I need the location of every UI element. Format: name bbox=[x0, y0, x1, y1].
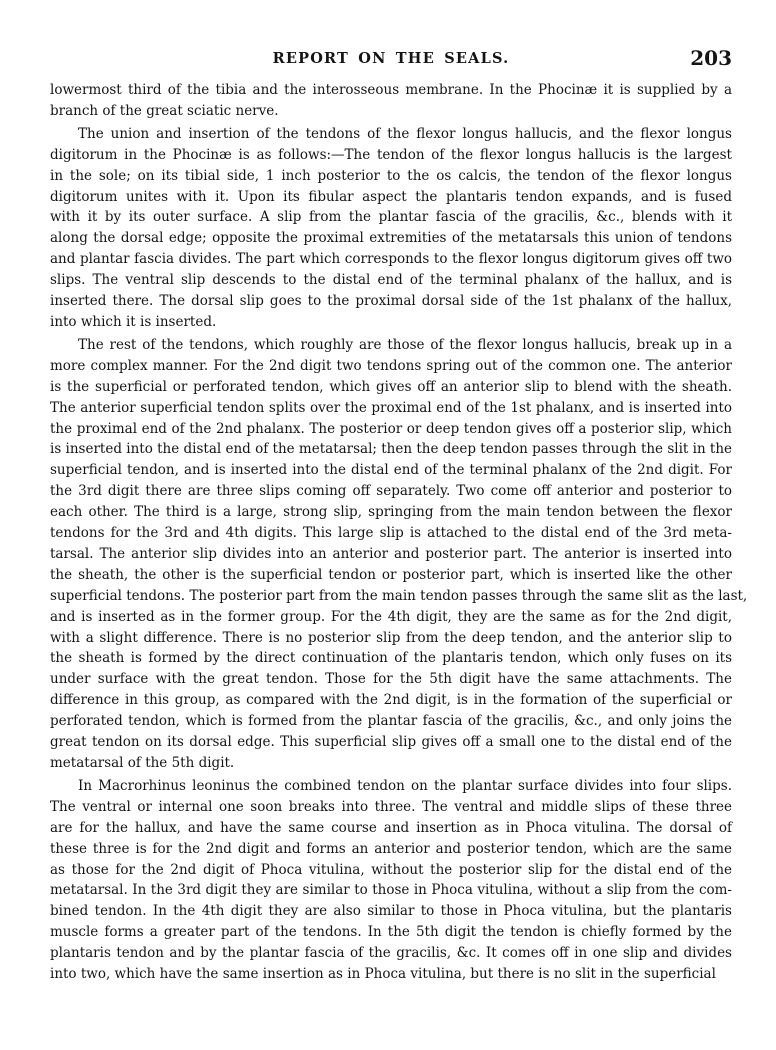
running-title: REPORT ON THE SEALS. bbox=[272, 50, 510, 67]
text-line: the proximal end of the 2nd phalanx. The posterior or deep tendon gives off a posterior slip, which bbox=[50, 420, 732, 437]
text-line: metatarsal. In the 3rd digit they are similar to those in Phoca vitulina, without a slip from the com- bbox=[50, 882, 732, 899]
text-line: bined tendon. In the 4th digit they are also similar to those in Phoca vitulina, but the plantaris bbox=[50, 903, 732, 920]
text-line: the 3rd digit there are three slips coming off separately. Two come off anterior and posterior to bbox=[50, 483, 732, 500]
text-line: the sheath, the other is the superficial tendon or posterior part, which is inserted like the other bbox=[50, 566, 732, 583]
text-line: muscle forms a greater part of the tendons. In the 5th digit the tendon is chiefly formed by the bbox=[50, 924, 732, 941]
text-line: into two, which have the same insertion as in Phoca vitulina, but there is no slit in the superficial bbox=[50, 966, 716, 983]
text-line: metatarsal of the 5th digit. bbox=[50, 755, 235, 771]
body-text bbox=[50, 80, 748, 985]
text-line: difference in this group, as compared with the 2nd digit, is in the formation of the superficial or bbox=[50, 692, 732, 709]
text-line: digitorum in the Phocinæ is as follows:—The tendon of the flexor longus hallucis is the largest bbox=[50, 146, 732, 163]
running-header bbox=[50, 0, 732, 80]
text-line: with it by its outer surface. A slip from the plantar fascia of the gracilis, &c., blends with it bbox=[50, 209, 732, 226]
text-line: slips. The ventral slip descends to the distal end of the terminal phalanx of the hallux, and is bbox=[50, 272, 732, 289]
text-line: branch of the great sciatic nerve. bbox=[50, 102, 279, 119]
text-line: and plantar fascia divides. The part which corresponds to the flexor longus digitorum gives off two bbox=[50, 251, 732, 268]
text-line: superficial tendon, and is inserted into the distal end of the terminal phalanx of the 2nd digit. For bbox=[50, 462, 732, 479]
paragraph bbox=[50, 776, 732, 985]
text-line: with a slight difference. There is no posterior slip from the deep tendon, and the anterior slip to bbox=[50, 629, 732, 646]
text-line: digitorum unites with it. Upon its fibular aspect the plantaris tendon expands, and is fused bbox=[50, 188, 732, 205]
text-line: into which it is inserted. bbox=[50, 313, 217, 330]
text-line: each other. The third is a large, strong slip, springing from the main tendon between the flexor bbox=[50, 504, 732, 521]
text-line: in the sole; on its tibial side, 1 inch posterior to the os calcis, the tendon of the flexor longus bbox=[50, 167, 732, 184]
text-line: The ventral or internal one soon breaks into three. The ventral and middle slips of these three bbox=[50, 798, 732, 815]
text-line: under surface with the great tendon. Those for the 5th digit have the same attachments. The bbox=[50, 671, 732, 688]
text-line: great tendon on its dorsal edge. This superficial slip gives off a small one to the distal end of the bbox=[50, 734, 732, 751]
text-line: the sheath is formed by the direct continuation of the plantaris tendon, which only fuses on its bbox=[50, 650, 732, 667]
text-line: tarsal. The anterior slip divides into an anterior and posterior part. The anterior is inserted into bbox=[50, 545, 732, 562]
text-line: these three is for the 2nd digit and forms an anterior and posterior tendon, which are the same bbox=[50, 840, 732, 857]
text-line: plantaris tendon and by the plantar fascia of the gracilis, &c. It comes off in one slip and divides bbox=[50, 945, 732, 962]
text-line: as those for the 2nd digit of Phoca vitulina, without the posterior slip for the distal end of the bbox=[50, 861, 732, 878]
text-line: In Macrorhinus leoninus the combined tendon on the plantar surface divides into four slips. bbox=[78, 777, 732, 794]
text-line: is the superficial or perforated tendon, which gives off an anterior slip to blend with the sheath. bbox=[50, 378, 732, 395]
page-number: 203 bbox=[690, 46, 732, 70]
paragraph bbox=[50, 124, 732, 333]
text-line: and is inserted as in the former group. For the 4th digit, they are the same as for the 2nd digit, bbox=[50, 608, 732, 625]
text-line: tendons for the 3rd and 4th digits. This large slip is attached to the distal end of the 3rd meta- bbox=[50, 525, 732, 542]
text-line: The anterior superficial tendon splits over the proximal end of the 1st phalanx, and is inserted into bbox=[50, 399, 732, 416]
text-line: inserted there. The dorsal slip goes to the proximal dorsal side of the 1st phalanx of the hallux, bbox=[50, 293, 732, 310]
text-line: perforated tendon, which is formed from the plantar fascia of the gracilis, &c., and only joins the bbox=[50, 713, 732, 730]
text-line: is inserted into the distal end of the metatarsal; then the deep tendon passes through the slit in the bbox=[50, 441, 733, 458]
text-line: are for the hallux, and have the same course and insertion as in Phoca vitulina. The dorsal of bbox=[50, 819, 732, 836]
paragraph bbox=[50, 335, 748, 774]
text-line: lowermost third of the tibia and the interosseous membrane. In the Phocinæ it is supplied by a bbox=[50, 82, 732, 98]
text-line: The rest of the tendons, which roughly are those of the flexor longus hallucis, break up in a bbox=[78, 336, 732, 353]
text-line: along the dorsal edge; opposite the proximal extremities of the metatarsals this union of tendons bbox=[50, 230, 732, 247]
text-line: superficial tendons. The posterior part from the main tendon passes through the same slit as the last, bbox=[50, 587, 748, 604]
text-line: The union and insertion of the tendons of the flexor longus hallucis, and the flexor longus bbox=[78, 125, 732, 142]
text-line: more complex manner. For the 2nd digit two tendons spring out of the common one. The anterior bbox=[50, 357, 732, 374]
paragraph bbox=[50, 80, 732, 122]
